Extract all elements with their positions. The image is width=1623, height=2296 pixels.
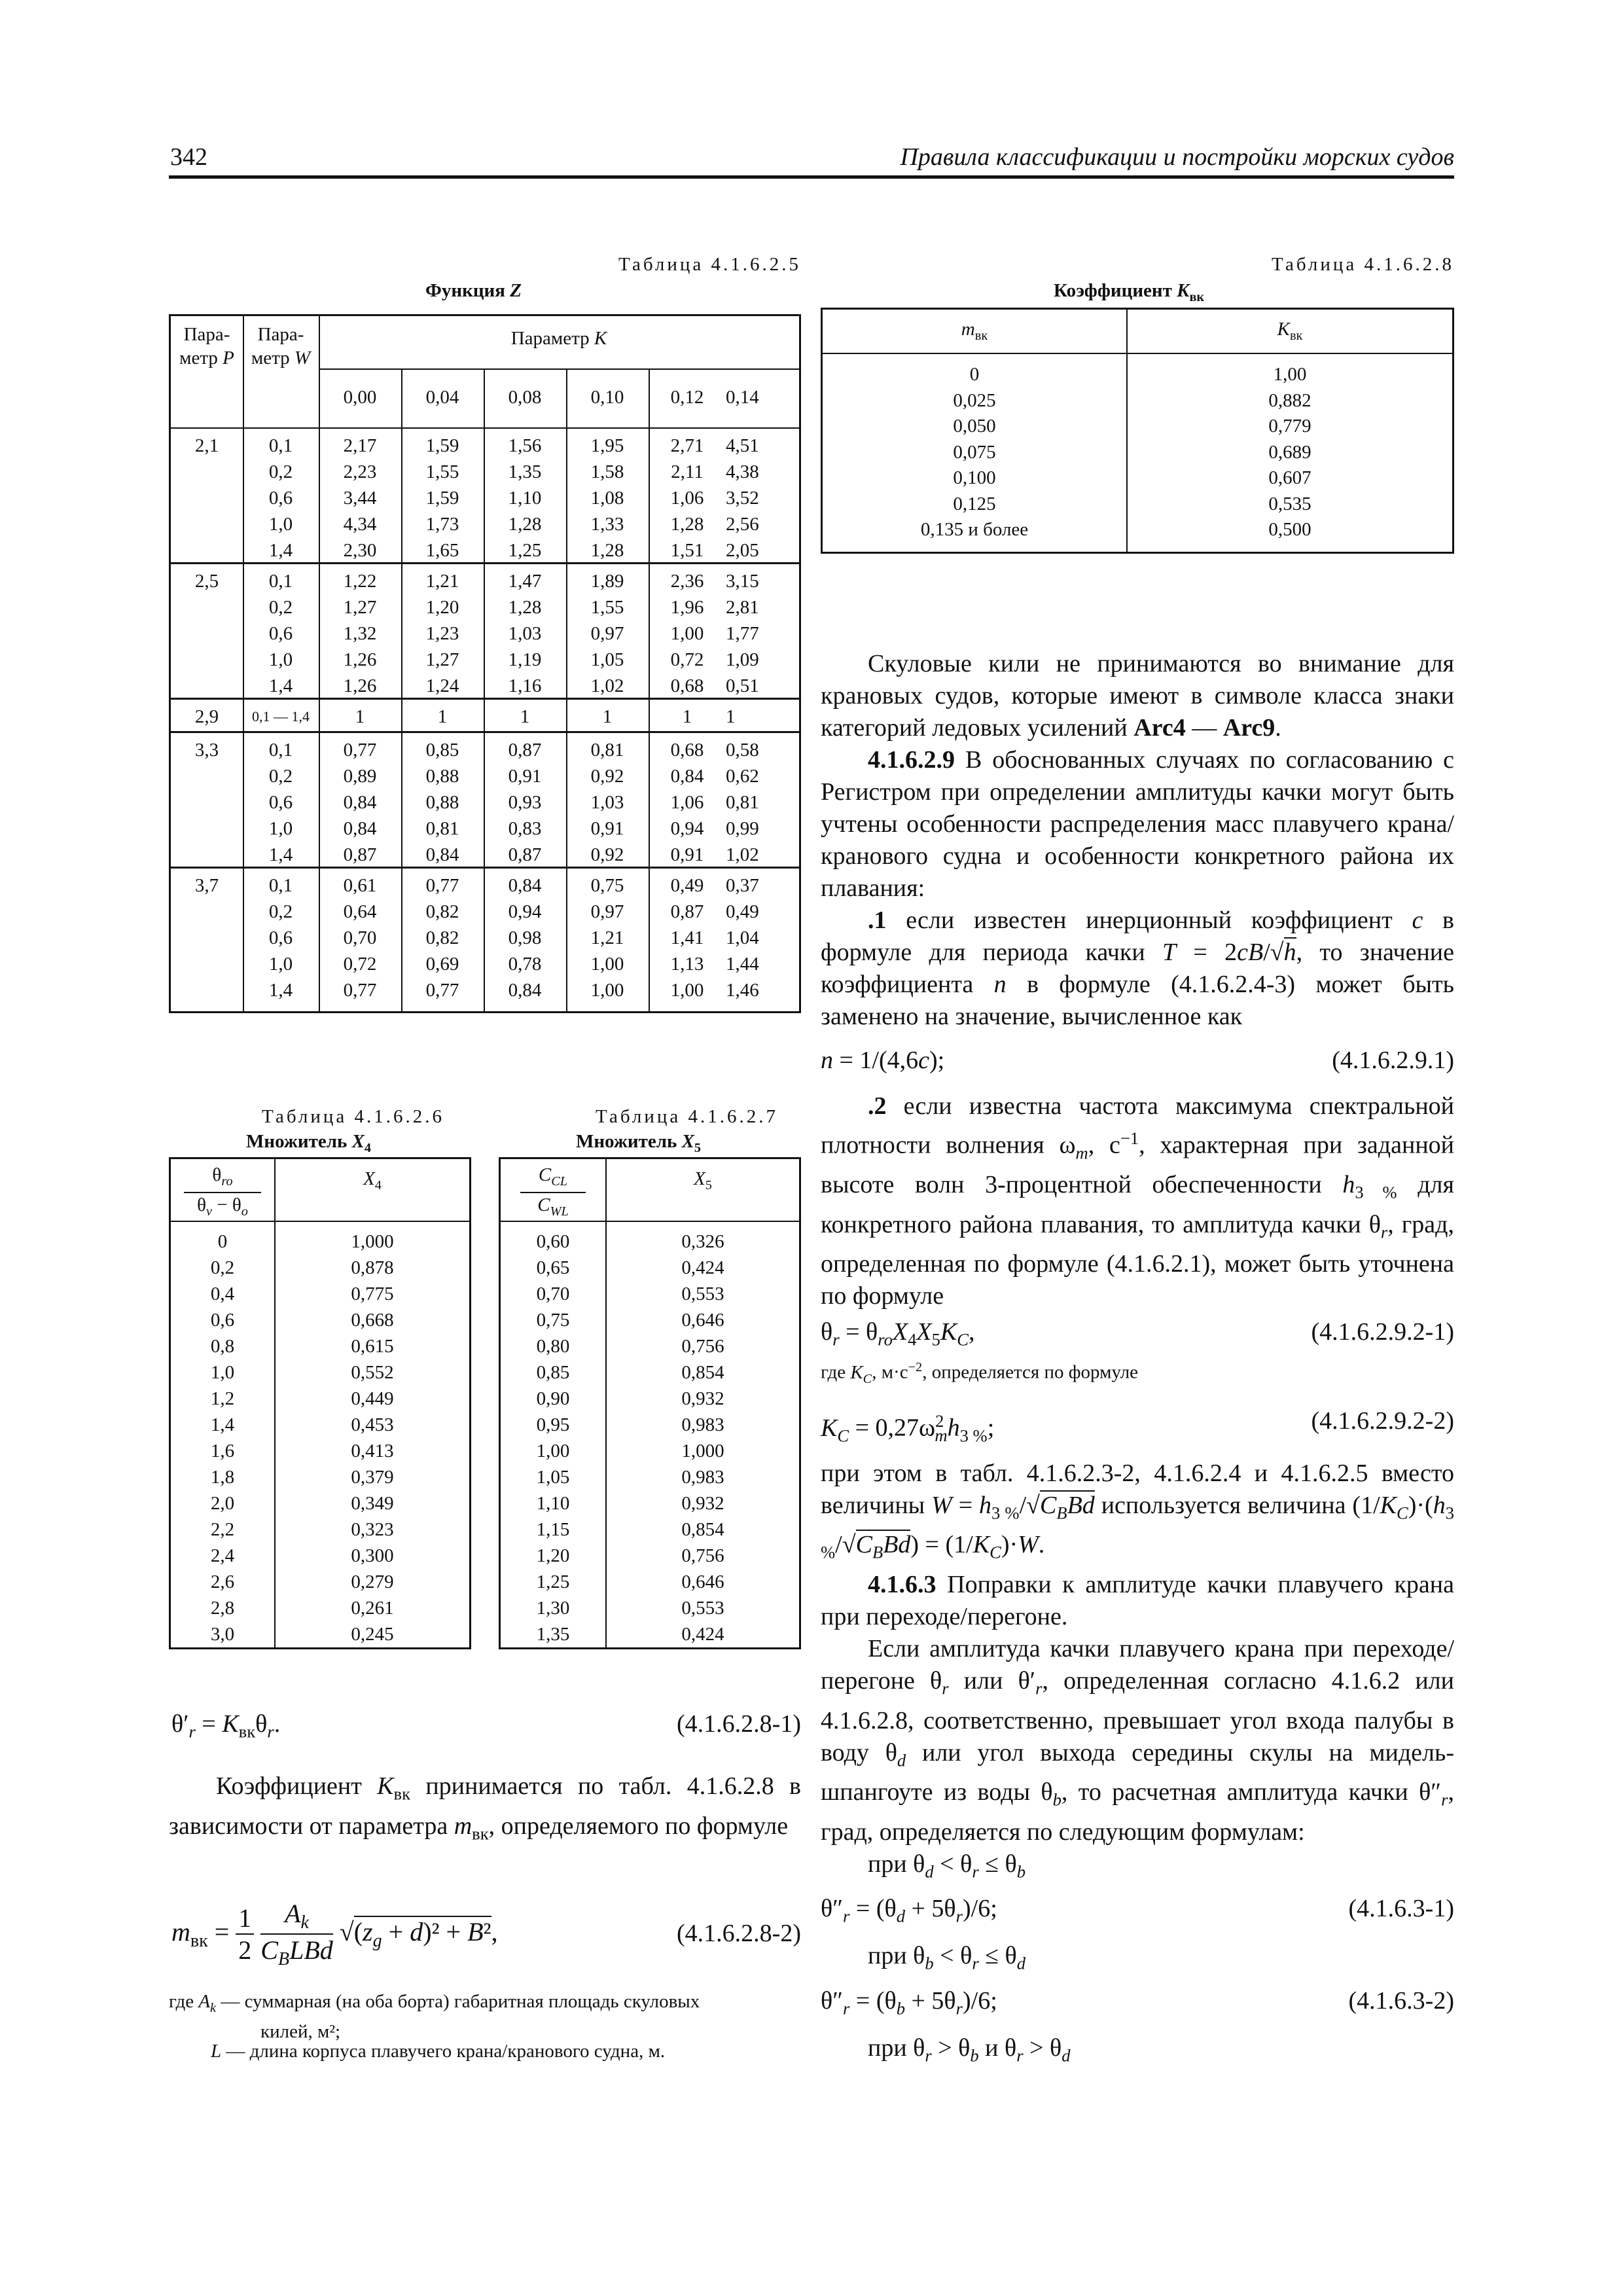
kvk-col2-values: 1,00 0,882 0,779 0,689 0,607 0,535 0,500 [1268,364,1311,540]
z-k-value: 0,12 [670,387,704,408]
clause-number: 4.1.6.2.9 [868,746,955,774]
z-header-rule [171,427,799,429]
z-param-p: 3,3 [194,740,219,761]
x5-col1-values: 0,60 0,65 0,70 0,75 0,80 0,85 0,90 0,95 1,00 1,05 1,10 1,15 1,20 1,25 1,30 1,35 [536,1231,570,1645]
z-group-rule [171,867,799,869]
z-k-value: 0,14 [726,387,759,408]
z-header-p: Пара- метр P [179,324,234,368]
z-values-col: 0,81 0,92 1,03 0,91 0,92 [590,740,624,865]
z-param-p: 3,7 [194,875,219,896]
paragraph-4-1-6-2-9: 4.1.6.2.9 В обоснованных случаях по согласованию с Регистром при определении амплитуды качки могут быть учтены особенности распределения масс плавучего крана/кранового судна и особенности конкретного района их плавания: [821,746,1454,902]
z-group-rule [171,698,799,700]
z-values-col: 1,56 1,35 1,10 1,28 1,25 [508,435,542,561]
table-x4 [169,1157,471,1649]
condition-1: при $\theta_d < \theta_r \le \theta_b$ [868,1850,1026,1882]
x4-col2-header: $X_4$ [363,1168,382,1193]
x5-header-fraction: $C_{CL}$ $C_{WL}$ [501,1164,605,1219]
x4-col1-values: 0 0,2 0,4 0,6 0,8 1,0 1,2 1,4 1,6 1,8 2,0 2,2 2,4 2,6 2,8 3,0 [210,1231,235,1645]
table-x5-caption: Таблица 4.1.6.2.7 [596,1106,779,1127]
where-ak: где $A_k$ — суммарная (на оба борта) габаритная площадь скуловых килей, м²; [169,1991,700,2042]
z-param-p: 2,1 [194,435,219,456]
where-l: L — длина корпуса плавучего крана/кранового судна, м. [211,2041,666,2062]
z-values-col: 1 [520,706,530,727]
table-x5 [499,1157,801,1649]
z-param-w: 0,1 0,2 0,6 1,0 1,4 [268,740,293,865]
z-values-col: 0,49 0,87 1,41 1,13 1,00 [670,875,704,1001]
z-param-w: 0,1 0,2 0,6 1,0 1,4 [268,875,293,1001]
z-values-col: 0,87 0,91 0,93 0,83 0,87 [508,740,542,865]
z-values-col: 1,95 1,58 1,08 1,33 1,28 [590,435,624,561]
kvk-col1-values: 0 0,025 0,050 0,075 0,100 0,125 0,135 и более [920,364,1029,540]
z-values-col: 1 [355,706,365,727]
paragraph-amplitude: Если амплитуда качки плавучего крана при переходе/перегоне $\theta_r$ или $\theta'_r$, определенная согласно 4.1.6.2 или 4.1.6.2.8, соответственно, превышает угол входа палубы в воду $\theta_d$ или угол выхода середины скулы на мидель-шпангоуте из воды $\theta_b$, то расчетная амплитуда качки $\theta''_r$, град, определяется по следующим формулам: [821,1635,1454,1846]
z-k-value: 0,04 [425,387,459,408]
z-values-col: 2,17 2,23 3,44 4,34 2,30 [343,435,377,561]
eq-4-1-6-2-9-2-1-number: (4.1.6.2.9.2-1) [1311,1318,1454,1346]
z-values-col: 0,85 0,88 0,88 0,81 0,84 [425,740,459,865]
z-values-col: 0,84 0,94 0,98 0,78 0,84 [508,875,542,1001]
header-rule [169,175,1454,179]
x4-col2-values: 1,000 0,878 0,775 0,668 0,615 0,552 0,449 0,453 0,413 0,379 0,349 0,323 0,300 0,279 0,261 0,245 [351,1231,394,1645]
x5-col2-values: 0,326 0,424 0,553 0,646 0,756 0,854 0,932 0,983 1,000 0,983 0,932 0,854 0,756 0,646 0,553 0,424 [681,1231,724,1645]
z-values-col: 3,15 2,81 1,77 1,09 0,51 [726,571,759,696]
z-k-value: 0,08 [508,387,542,408]
x4-header-fraction: $\theta_{ro}$ $\theta_v - \theta_o$ [171,1164,274,1219]
z-values-col: 0,58 0,62 0,81 0,99 1,02 [726,740,759,865]
eq-4-1-6-3-2-row [821,1985,1454,2032]
eq-4-1-6-2-8-2: $m_{вк}$ = $\frac{1}{2}$ $A_k$ $C_BLBd$ $√(z_g + d)^2 + B^2$, [171,1899,498,1969]
paragraph-kvk: Коэффициент $K_{вк}$ принимается по табл. 4.1.6.2.8 в зависимости от параметра $m_{вк}$, определяемого по формуле [169,1772,802,1844]
kvk-col1-header: $m_{вк}$ [961,319,988,343]
z-values-col: 1,89 1,55 0,97 1,05 1,02 [590,571,624,696]
item-2: .2 если известна частота максимума спектральной плотности волнения $\omega_m$, $с^{-1}$, характерная при заданной высоте волн 3-процентной обеспеченности $h_{3 \%}$ для конкретного района плавания, то амплитуда качки $\theta_r$, град, определенная по формуле (4.1.6.2.1), может быть уточнена по формуле [821,1092,1454,1310]
eq-4-1-6-3-2-number: (4.1.6.3-2) [1348,1987,1454,2015]
z-values-col: 0,61 0,64 0,70 0,72 0,77 [343,875,377,1001]
z-group-rule [171,731,799,733]
clause-number-4-1-6-3: 4.1.6.3 [868,1571,936,1599]
item-1: .1 если известен инерционный коэффициент c в формуле для периода качки T = 2cB/√h, то значение коэффициента n в формуле (4.1.6.2.4-3) может быть заменено на значение, вычисленное как [821,906,1455,1030]
x5-col2-header: $X_5$ [694,1168,712,1193]
table-x4-caption: Таблица 4.1.6.2.6 [262,1106,445,1127]
z-param-p: 2,5 [194,571,219,592]
z-values-col: 1,59 1,55 1,59 1,73 1,65 [425,435,459,561]
table-z-title: Функция Z [425,280,522,301]
running-title: Правила классификации и постройки морских судов [900,143,1454,171]
table-z [169,314,801,1013]
paragraph-tables-note: при этом в табл. 4.1.6.2.3-2, 4.1.6.2.4 и 4.1.6.2.5 вместо величины $W = h_{3 \%}/√C_BBd$ используется величина $(1/K_C)\cdot(h_{3 \%}/√C_BBd) = (1/K_C)\cdot W$. [821,1459,1454,1563]
where-kc: где $K_C$, $м\cdot с^{-2}$, определяется по формуле [821,1360,1139,1386]
z-param-w: 0,1 0,2 0,6 1,0 1,4 [268,571,293,696]
z-header-w: Пара- метр W [251,324,311,368]
z-values-col: 0,37 0,49 1,04 1,44 1,46 [726,875,759,1001]
eq-4-1-6-3-1-number: (4.1.6.3-1) [1348,1895,1454,1923]
z-values-col: 0,77 0,82 0,82 0,69 0,77 [425,875,459,1001]
z-values-col: 0,77 0,89 0,84 0,84 0,87 [343,740,377,865]
eq-4-1-6-3-2: $\theta''_r = (\theta_b + 5\theta_r)/6$; [821,1987,997,2018]
table-kvk [821,308,1454,554]
eq-4-1-6-2-9-2-2-row [821,1405,1454,1448]
z-group-rule [171,562,799,564]
z-param-p: 2,9 [194,706,219,727]
eq-4-1-6-2-9-1: n = 1/(4,6c); [821,1047,945,1074]
z-values-col: 1,22 1,27 1,32 1,26 1,26 [343,571,377,696]
z-values-col: 1,21 1,20 1,23 1,27 1,24 [425,571,459,696]
eq-4-1-6-2-8-1: $\theta'_r = K_{вк}\theta_r$. [171,1710,281,1742]
z-param-w: 0,1 — 1,4 [252,708,310,725]
paragraph-4-1-6-3: 4.1.6.3 Поправки к амплитуде качки плавучего крана при переходе/перегоне. [821,1571,1455,1631]
eq-4-1-6-2-8-1-number: (4.1.6.2.8-1) [677,1710,801,1738]
z-subheader-rule [319,368,799,370]
z-param-w: 0,1 0,2 0,6 1,0 1,4 [268,435,293,561]
paragraph-bilge-keels: Скуловые кили не принимаются во внимание для крановых судов, которые имеют в символе класса знаки категорий ледовых усилений Arc4 — Arc9. [821,650,1454,742]
table-kvk-title: Коэффициент $K_{вк}$ [1054,280,1205,304]
z-values-col: 4,51 4,38 3,52 2,56 2,05 [726,435,759,561]
table-x5-title: Множитель $X_5$ [576,1131,702,1155]
condition-3: при $\theta_r > \theta_b$ и $\theta_r > \theta_d$ [868,2034,1071,2066]
right-column [821,648,1454,2072]
z-k-value: 0,00 [343,387,377,408]
z-values-col: 1 [682,706,692,727]
eq-4-1-6-2-9-2-2-number: (4.1.6.2.9.2-2) [1311,1407,1454,1435]
eq-4-1-6-2-8-2-number: (4.1.6.2.8-2) [677,1920,801,1947]
eq-4-1-6-2-9-2-1-row [821,1316,1454,1355]
z-values-col: 1 [437,706,448,727]
z-values-col: 1,47 1,28 1,03 1,19 1,16 [508,571,542,696]
z-values-col: 1 [602,706,613,727]
z-values-col: 1 [726,706,736,727]
condition-2: при $\theta_b < \theta_r \le \theta_d$ [868,1942,1026,1974]
eq-4-1-6-2-9-2-1: $\theta_r = \theta_{ro}X_4X_5K_C$, [821,1318,975,1350]
eq-4-1-6-2-9-1-row [821,1045,1454,1090]
kvk-col2-header: $K_{вк}$ [1277,319,1303,343]
z-values-col: 2,71 2,11 1,06 1,28 1,51 [670,435,704,561]
table-kvk-caption: Таблица 4.1.6.2.8 [1271,254,1454,275]
eq-4-1-6-3-1-row [821,1893,1454,1940]
z-k-value: 0,10 [590,387,624,408]
page-number: 342 [170,143,207,171]
z-values-col: 2,36 1,96 1,00 0,72 0,68 [670,571,704,696]
z-values-col: 0,75 0,97 1,21 1,00 1,00 [590,875,624,1001]
table-x4-title: Множитель $X_4$ [246,1131,372,1155]
z-values-col: 0,68 0,84 1,06 0,94 0,91 [670,740,704,865]
z-header-k: Параметр K [510,328,607,349]
eq-4-1-6-3-1: $\theta''_r = (\theta_d + 5\theta_r)/6$; [821,1895,997,1927]
table-z-caption: Таблица 4.1.6.2.5 [618,254,801,275]
eq-4-1-6-2-9-2-2: $K_C = 0,27\omega^2_mh_{3 \%}$; [821,1410,995,1446]
eq-4-1-6-2-9-1-number: (4.1.6.2.9.1) [1332,1047,1454,1074]
